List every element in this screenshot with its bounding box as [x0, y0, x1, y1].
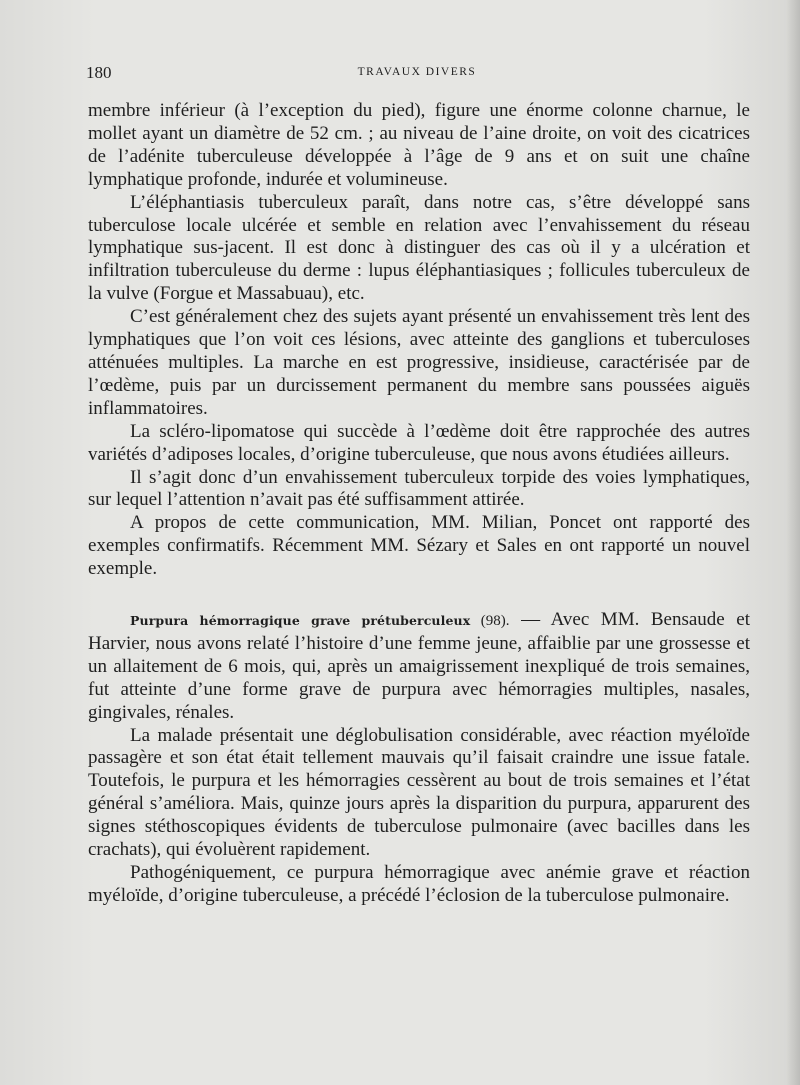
- paragraph: Il s’agit donc d’un envahissement tuberculeux torpide des voies lymphatiques, sur lequel l’attention n’avait pas été suffisamment attirée.: [88, 466, 750, 511]
- paragraph: L’éléphantiasis tuberculeux paraît, dans notre cas, s’être développé sans tuberculose locale ulcérée et semble en relation avec l’envahissement du réseau lymphatique sus-jacent. Il est donc à distinguer des cas où il y a ulcération et infiltration tuberculeuse du derme : lupus éléphantiasiques ; follicules tuberculeux de la vulve (Forgue et Massabuau), etc.: [88, 191, 750, 305]
- page-number: 180: [86, 63, 112, 82]
- section-lead-paragraph: [88, 609, 750, 725]
- section-reference: (98).: [470, 613, 510, 630]
- paragraph: A propos de cette communication, MM. Milian, Poncet ont rapporté des exemples confirmatifs. Récemment MM. Sézary et Sales en ont rapporté un nouvel exemple.: [88, 512, 750, 580]
- section-gap: [88, 581, 750, 609]
- paragraph: La scléro-lipomatose qui succède à l’œdème doit être rapprochée des autres variétés d’adiposes locales, d’origine tuberculeuse, que nous avons étudiées ailleurs.: [88, 420, 750, 465]
- running-title: TRAVAUX DIVERS: [357, 66, 477, 78]
- running-head: [86, 63, 748, 85]
- paragraph: C’est généralement chez des sujets ayant présenté un envahissement très lent des lymphatiques que l’on voit ces lésions, avec atteinte des ganglions et tuberculoses atténuées multiples. La marche en est progressive, insidieuse, caractérisée par de l’œdème, puis par un durcissement permanent du membre sans poussées aiguës inflammatoires.: [88, 306, 750, 419]
- paragraph: Pathogéniquement, ce purpura hémorragique avec anémie grave et réaction myéloïde, d’origine tuberculeuse, a précédé l’éclosion de la tuberculose pulmonaire.: [88, 862, 750, 906]
- page-edge-shadow: [786, 0, 800, 1085]
- paragraph-continued: membre inférieur (à l’exception du pied), figure une énorme colonne charnue, le mollet ayant un diamètre de 52 cm. ; au niveau de l’aine droite, on voit des cicatrices de l’adénite tuberculeuse développée à l’âge de 9 ans et on suit une chaîne lymphatique profonde, indurée et volumineuse.: [88, 100, 750, 190]
- section-lead-text: — Avec MM. Bensaude et Harvier, nous avons relaté l’histoire d’une femme jeune, affaiblie par une grossesse et un allaitement de 6 mois, qui, après un amaigrissement inexpliqué de trois semaines, fut atteinte d’une forme grave de purpura avec hémorragies multiples, nasales, gingivales, rénales.: [88, 609, 750, 723]
- body-text: [88, 100, 750, 908]
- section-heading: Purpura hémorragique grave prétuberculeux: [130, 613, 471, 629]
- paragraph: La malade présentait une déglobulisation considérable, avec réaction myéloïde passagère et son état était tellement mauvais qu’il faisait craindre une issue fatale. Toutefois, le purpura et les hémorragies cessèrent au bout de trois semaines et l’état général s’améliora. Mais, quinze jours après la disparition du purpura, apparurent des signes stéthoscopiques évidents de tuberculose pulmonaire (avec bacilles dans les crachats), qui évoluèrent rapidement.: [88, 724, 750, 861]
